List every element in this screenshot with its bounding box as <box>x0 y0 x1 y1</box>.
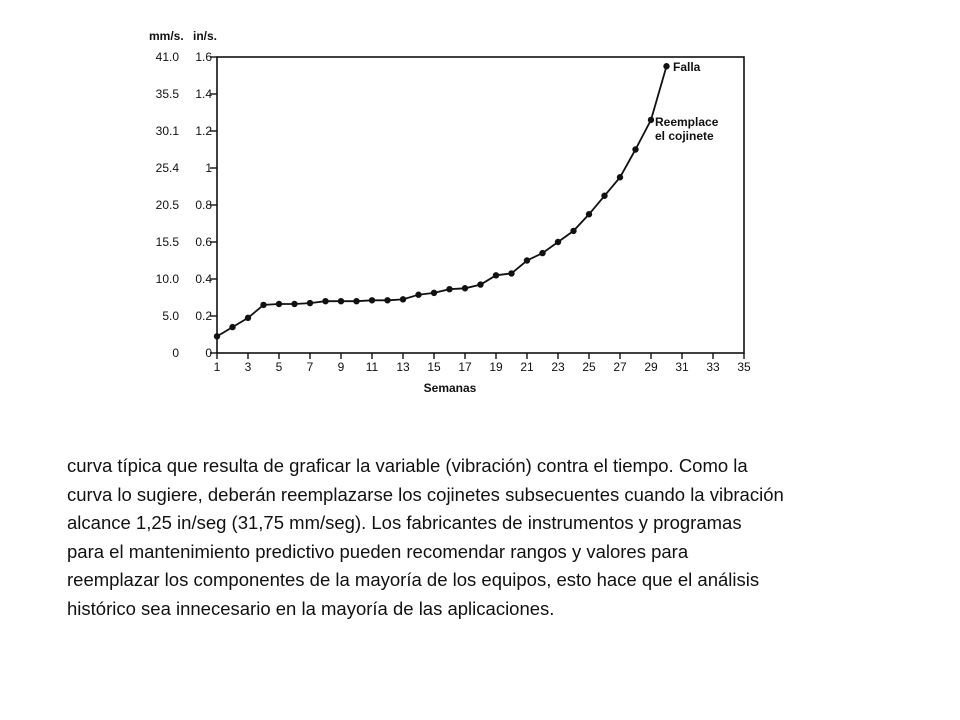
data-point <box>353 298 359 304</box>
data-point <box>570 228 576 234</box>
y-tick-label-mm: 41.0 <box>155 50 179 64</box>
data-point <box>260 302 266 308</box>
x-tick-label: 19 <box>489 360 503 374</box>
data-point <box>446 286 452 292</box>
y-tick-label-in: 0.8 <box>195 198 212 212</box>
data-point <box>663 63 669 69</box>
caption-line: alcance 1,25 in/seg (31,75 mm/seg). Los fabricantes de instrumentos y programas <box>67 512 742 534</box>
data-point <box>214 333 220 339</box>
y-tick-label-mm: 10.0 <box>155 272 179 286</box>
data-point <box>322 298 328 304</box>
x-tick-label: 31 <box>675 360 689 374</box>
data-point <box>369 297 375 303</box>
x-tick-label: 13 <box>396 360 410 374</box>
data-point <box>338 298 344 304</box>
data-point <box>415 292 421 298</box>
data-point <box>493 272 499 278</box>
caption-line: histórico sea innecesario en la mayoría de las aplicaciones. <box>67 597 555 619</box>
annotation-reemplace: Reemplace <box>655 115 719 129</box>
y-tick-label-mm: 5.0 <box>162 309 179 323</box>
data-point <box>539 250 545 256</box>
x-tick-label: 11 <box>365 360 379 374</box>
y-tick-label-mm: 20.5 <box>155 198 179 212</box>
caption-line: para el mantenimiento predictivo pueden recomendar rangos y valores para <box>67 540 689 562</box>
y-axis-right-label: in/s. <box>193 29 218 43</box>
plot-frame <box>217 57 744 353</box>
data-point <box>632 146 638 152</box>
x-tick-label: 23 <box>551 360 565 374</box>
y-tick-label-mm: 25.4 <box>155 161 179 175</box>
annotation-el-cojinete: el cojinete <box>655 129 714 143</box>
x-tick-label: 29 <box>644 360 658 374</box>
x-tick-label: 7 <box>306 360 314 374</box>
y-tick-label-in: 0.4 <box>195 272 212 286</box>
data-point <box>617 174 623 180</box>
y-tick-label-in: 0 <box>205 346 212 360</box>
tick-layer <box>156 50 751 374</box>
x-axis-label: Semanas <box>423 381 477 395</box>
data-point <box>555 239 561 245</box>
y-tick-label-in: 0.2 <box>195 309 212 323</box>
annotation-falla: Falla <box>673 60 701 74</box>
points-layer <box>214 63 670 340</box>
y-tick-label-in: 1 <box>205 161 212 175</box>
data-point <box>307 300 313 306</box>
y-tick-label-mm: 30.1 <box>155 124 179 138</box>
data-point <box>431 290 437 296</box>
x-tick-label: 25 <box>582 360 596 374</box>
y-tick-label-mm: 35.5 <box>155 87 179 101</box>
data-point <box>586 211 592 217</box>
data-point <box>291 301 297 307</box>
y-tick-label-in: 0.6 <box>195 235 212 249</box>
x-tick-label: 33 <box>706 360 720 374</box>
x-tick-label: 21 <box>520 360 534 374</box>
y-tick-label-in: 1.4 <box>195 87 212 101</box>
data-point <box>462 285 468 291</box>
x-tick-label: 35 <box>737 360 751 374</box>
data-point <box>601 193 607 199</box>
data-point <box>508 270 514 276</box>
series-line-vibracion <box>217 66 667 336</box>
data-point <box>384 297 390 303</box>
x-tick-label: 9 <box>337 360 345 374</box>
y-tick-label-in: 1.6 <box>195 50 212 64</box>
caption-line: curva típica que resulta de graficar la variable (vibración) contra el tiempo. Como la <box>67 455 748 476</box>
data-point <box>229 324 235 330</box>
caption-line: reemplazar los componentes de la mayoría de los equipos, esto hace que el análisis <box>67 569 760 591</box>
data-point <box>477 281 483 287</box>
x-tick-label: 27 <box>613 360 627 374</box>
y-tick-label-mm: 15.5 <box>155 235 179 249</box>
x-tick-label: 15 <box>427 360 441 374</box>
data-point <box>400 296 406 302</box>
caption-paragraph <box>67 452 927 624</box>
data-point <box>245 315 251 321</box>
data-point <box>524 257 530 263</box>
y-axis-left-label: mm/s. <box>149 29 184 43</box>
x-tick-label: 5 <box>275 360 283 374</box>
x-tick-label: 3 <box>244 360 252 374</box>
caption-line: curva lo sugiere, deberán reemplazarse los cojinetes subsecuentes cuando la vibración <box>67 483 784 505</box>
x-tick-label: 17 <box>458 360 472 374</box>
x-tick-label: 1 <box>213 360 221 374</box>
y-tick-label-in: 1.2 <box>195 124 212 138</box>
data-point <box>648 117 654 123</box>
y-tick-label-mm: 0 <box>172 346 179 360</box>
data-point <box>276 301 282 307</box>
